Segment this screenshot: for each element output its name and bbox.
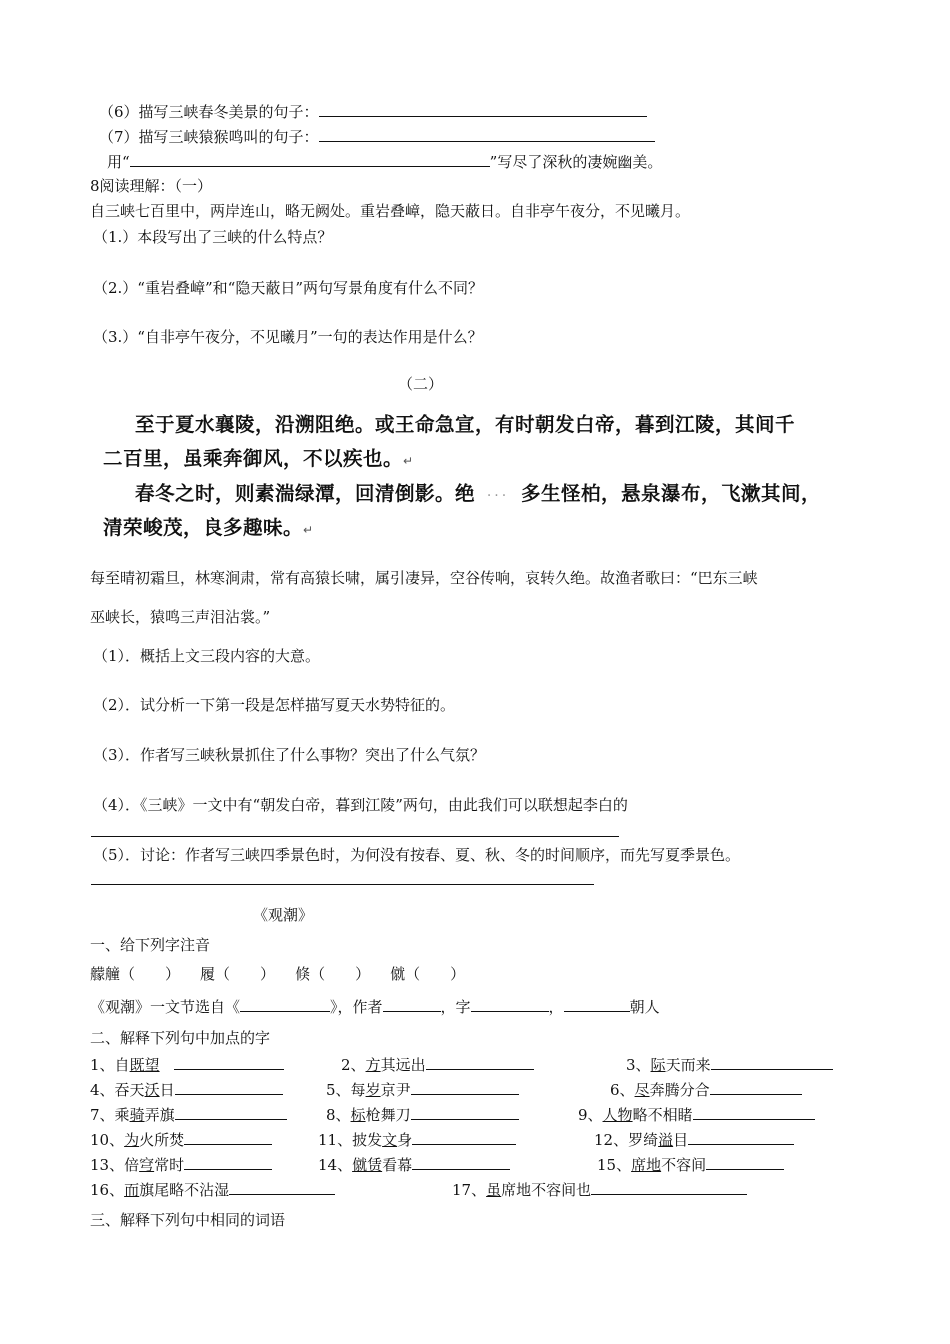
- text-fragment: 披发: [352, 1131, 383, 1149]
- marked-word: 为: [124, 1131, 140, 1149]
- text-fragment: 12、: [594, 1131, 629, 1149]
- text-fragment: 天而来: [665, 1056, 711, 1074]
- answer-blank[interactable]: [412, 1129, 516, 1145]
- vocab-item-3: [626, 1054, 833, 1075]
- text-fragment: 16、: [90, 1181, 125, 1199]
- answer-blank[interactable]: [175, 1104, 287, 1120]
- vocab-item-17: [452, 1179, 747, 1200]
- source-text-1: 《观潮》一文节选自《: [90, 998, 241, 1016]
- answer-blank[interactable]: [411, 1104, 519, 1120]
- pinyin-word-1: 艨艟（: [90, 965, 136, 983]
- reading-q3: （3.）“自非亭午夜分，不见曦月”一句的表达作用是什么？: [93, 328, 483, 346]
- text-fragment: 6、: [610, 1081, 635, 1099]
- answer-blank[interactable]: [229, 1179, 335, 1195]
- pinyin-word-2: 履（: [200, 965, 231, 983]
- courtesy-name-blank[interactable]: [471, 996, 549, 1012]
- text-fragment: 10、: [90, 1131, 125, 1149]
- vocab-item-11: [318, 1129, 516, 1150]
- text-fragment: 旗尾略不沾湿: [139, 1181, 230, 1199]
- text-fragment: 奔腾分合: [649, 1081, 710, 1099]
- vocab-item-2: [341, 1054, 534, 1075]
- q4-answer-rule[interactable]: [91, 836, 619, 837]
- author-blank[interactable]: [383, 996, 441, 1012]
- pinyin-line: [90, 964, 465, 984]
- use-answer-blank[interactable]: [130, 151, 490, 167]
- part2-p3b: 巫峡长，猿鸣三声泪沾裳。”: [90, 608, 271, 626]
- pinyin-close-3: ）: [355, 965, 371, 983]
- return-mark: ↵: [303, 523, 314, 537]
- text-fragment: 14、: [318, 1156, 353, 1174]
- marked-word: 人物: [602, 1106, 633, 1124]
- text-fragment: 目: [673, 1131, 689, 1149]
- text-fragment: 其远出: [380, 1056, 426, 1074]
- text-fragment: 5、: [326, 1081, 351, 1099]
- reading-q2: （2.）“重岩叠嶂”和“隐天蔽日”两句写景角度有什么不同？: [93, 279, 483, 297]
- part2-p2b-line: [103, 511, 314, 547]
- text-fragment: 15、: [597, 1156, 632, 1174]
- marked-word: 而: [124, 1181, 140, 1199]
- marked-word: 岁: [365, 1081, 381, 1099]
- sec1-heading: 一、给下列字注音: [90, 936, 211, 954]
- text-fragment: 常时: [154, 1156, 185, 1174]
- text-fragment: 倍: [124, 1156, 140, 1174]
- use-line: [107, 151, 662, 172]
- text-fragment: 身: [397, 1131, 413, 1149]
- marked-word: 溢: [658, 1131, 674, 1149]
- text-fragment: 4、: [90, 1081, 115, 1099]
- marked-word: 方: [365, 1056, 381, 1074]
- vocab-item-4: [90, 1079, 283, 1100]
- pinyin-close-2: ）: [260, 965, 276, 983]
- vocab-item-1: [90, 1054, 284, 1075]
- text-fragment: 2、: [341, 1056, 366, 1074]
- text-fragment: 7、: [90, 1106, 115, 1124]
- part2-heading: （二）: [398, 375, 444, 393]
- marked-word: 虽: [486, 1181, 502, 1199]
- reading-heading: 8阅读理解：（一）: [90, 177, 213, 195]
- marked-word: 文: [382, 1131, 398, 1149]
- marked-word: 僦赁: [352, 1156, 383, 1174]
- answer-blank[interactable]: [426, 1054, 534, 1070]
- marked-word: 沃: [144, 1081, 160, 1099]
- ellipsis-dots: ···: [486, 488, 510, 504]
- answer-blank[interactable]: [175, 1079, 283, 1095]
- text-fragment: 13、: [90, 1156, 125, 1174]
- q7-line: [99, 126, 655, 147]
- text-fragment: 席地不容间也: [501, 1181, 592, 1199]
- pinyin-word-4: 僦（: [390, 965, 421, 983]
- part2-p1b: 二百里，虽乘奔御风，不以疾也。: [103, 447, 404, 470]
- part2-p2a-2: 多生怪柏，悬泉瀑布，飞漱其间，: [521, 482, 822, 505]
- text-fragment: 1、: [90, 1056, 115, 1074]
- answer-blank[interactable]: [693, 1104, 815, 1120]
- reading-passage: 自三峡七百里中，两岸连山，略无阙处。重岩叠嶂，隐天蔽日。自非亭午夜分，不见曦月。: [90, 202, 691, 220]
- q5-answer-rule[interactable]: [91, 884, 594, 885]
- reading-q1: （1.）本段写出了三峡的什么特点？: [93, 228, 333, 246]
- source-text-4: ，: [548, 998, 564, 1016]
- answer-blank[interactable]: [591, 1179, 747, 1195]
- text-fragment: 每: [350, 1081, 366, 1099]
- answer-blank[interactable]: [688, 1129, 794, 1145]
- source-line: [90, 996, 660, 1017]
- text-fragment: 不容间: [661, 1156, 707, 1174]
- sec3-heading: 三、解释下列句中相同的词语: [90, 1211, 286, 1229]
- marked-word: 骑: [129, 1106, 145, 1124]
- answer-blank[interactable]: [706, 1154, 784, 1170]
- vocab-item-12: [594, 1129, 794, 1150]
- marked-word: 际: [650, 1056, 666, 1074]
- vocab-item-5: [326, 1079, 519, 1100]
- text-fragment: 弄旗: [144, 1106, 175, 1124]
- part2-p1a: 至于夏水襄陵，沿溯阻绝。或王命急宣，有时朝发白帝，暮到江陵，其间千: [135, 413, 796, 436]
- text-fragment: 枪舞刀: [365, 1106, 411, 1124]
- text-fragment: 罗绮: [628, 1131, 659, 1149]
- marked-word: 穹: [139, 1156, 155, 1174]
- pinyin-close-1: ）: [165, 965, 181, 983]
- source-book-blank[interactable]: [240, 996, 330, 1012]
- vocab-item-10: [90, 1129, 272, 1150]
- marked-word: 标: [350, 1106, 366, 1124]
- text-fragment: 乘: [114, 1106, 130, 1124]
- use-post-text: ”写尽了深秋的凄婉幽美。: [489, 153, 663, 171]
- part2-q2: （2）．试分析一下第一段是怎样描写夏天水势特征的。: [93, 696, 456, 714]
- part2-q5: （5）．讨论：作者写三峡四季景色时，为何没有按春、夏、秋、冬的时间顺序，而先写夏季景色。: [93, 846, 741, 864]
- vocab-item-7: [90, 1104, 287, 1125]
- q6-line: [99, 101, 647, 122]
- answer-blank[interactable]: [711, 1054, 833, 1070]
- marked-word: 席地: [631, 1156, 662, 1174]
- part2-p2b: 清荣峻茂，良多趣味。: [103, 516, 304, 539]
- marked-word: 尽: [634, 1081, 650, 1099]
- text-fragment: 9、: [578, 1106, 603, 1124]
- part2-p2a-1: 春冬之时，则素湍绿潭，回清倒影。绝: [135, 482, 476, 505]
- text-fragment: 8、: [326, 1106, 351, 1124]
- pinyin-close-4: ）: [450, 965, 466, 983]
- q6-text: （6）描写三峡春冬美景的句子：: [99, 103, 319, 121]
- vocab-item-15: [597, 1154, 784, 1175]
- text-fragment: 自: [114, 1056, 130, 1074]
- answer-blank[interactable]: [184, 1129, 272, 1145]
- marked-word: 既望: [129, 1056, 160, 1074]
- text-fragment: 17、: [452, 1181, 487, 1199]
- q7-answer-blank[interactable]: [319, 126, 655, 142]
- text-fragment: 京尹: [380, 1081, 411, 1099]
- text-fragment: 日: [159, 1081, 175, 1099]
- part2-q3: （3）．作者写三峡秋景抓住了什么事物？突出了什么气氛？: [93, 746, 486, 764]
- q7-text: （7）描写三峡猿猴鸣叫的句子：: [99, 128, 319, 146]
- vocab-item-9: [578, 1104, 815, 1125]
- answer-blank[interactable]: [411, 1079, 519, 1095]
- answer-blank[interactable]: [710, 1079, 802, 1095]
- source-text-5: 朝人: [629, 998, 660, 1016]
- guanchao-title: 《观潮》: [253, 906, 314, 924]
- dynasty-blank[interactable]: [564, 996, 630, 1012]
- answer-blank[interactable]: [412, 1154, 510, 1170]
- text-fragment: 3、: [626, 1056, 651, 1074]
- pinyin-word-3: 倏（: [295, 965, 326, 983]
- text-fragment: 略不相睹: [632, 1106, 693, 1124]
- answer-blank[interactable]: [184, 1154, 272, 1170]
- sec2-heading: 二、解释下列句中加点的字: [90, 1029, 271, 1047]
- q6-answer-blank[interactable]: [319, 101, 647, 117]
- part2-p2a-line: [135, 477, 821, 513]
- part2-q1: （1）．概括上文三段内容的大意。: [93, 647, 321, 665]
- vocab-item-14: [318, 1154, 510, 1175]
- answer-blank[interactable]: [174, 1054, 284, 1070]
- use-pre-text: 用“: [107, 153, 130, 171]
- return-mark: ↵: [403, 454, 414, 468]
- text-fragment: 11、: [318, 1131, 353, 1149]
- vocab-item-16: [90, 1179, 335, 1200]
- part2-p3a: 每至晴初霜旦，林寒涧肃，常有高猿长啸，属引凄异，空谷传响，哀转久绝。故渔者歌曰：“巴东三峡: [90, 569, 758, 587]
- source-text-2: 》，作者: [330, 998, 383, 1016]
- text-fragment: 看幕: [382, 1156, 413, 1174]
- source-text-3: ，字: [440, 998, 471, 1016]
- text-fragment: 火所焚: [139, 1131, 185, 1149]
- vocab-item-13: [90, 1154, 272, 1175]
- text-fragment: 吞天: [114, 1081, 145, 1099]
- vocab-item-8: [326, 1104, 519, 1125]
- part2-p1b-line: [103, 442, 414, 478]
- vocab-item-6: [610, 1079, 802, 1100]
- part2-q4: （4）．《三峡》一文中有“朝发白帝，暮到江陵”两句，由此我们可以联想起李白的: [93, 796, 628, 814]
